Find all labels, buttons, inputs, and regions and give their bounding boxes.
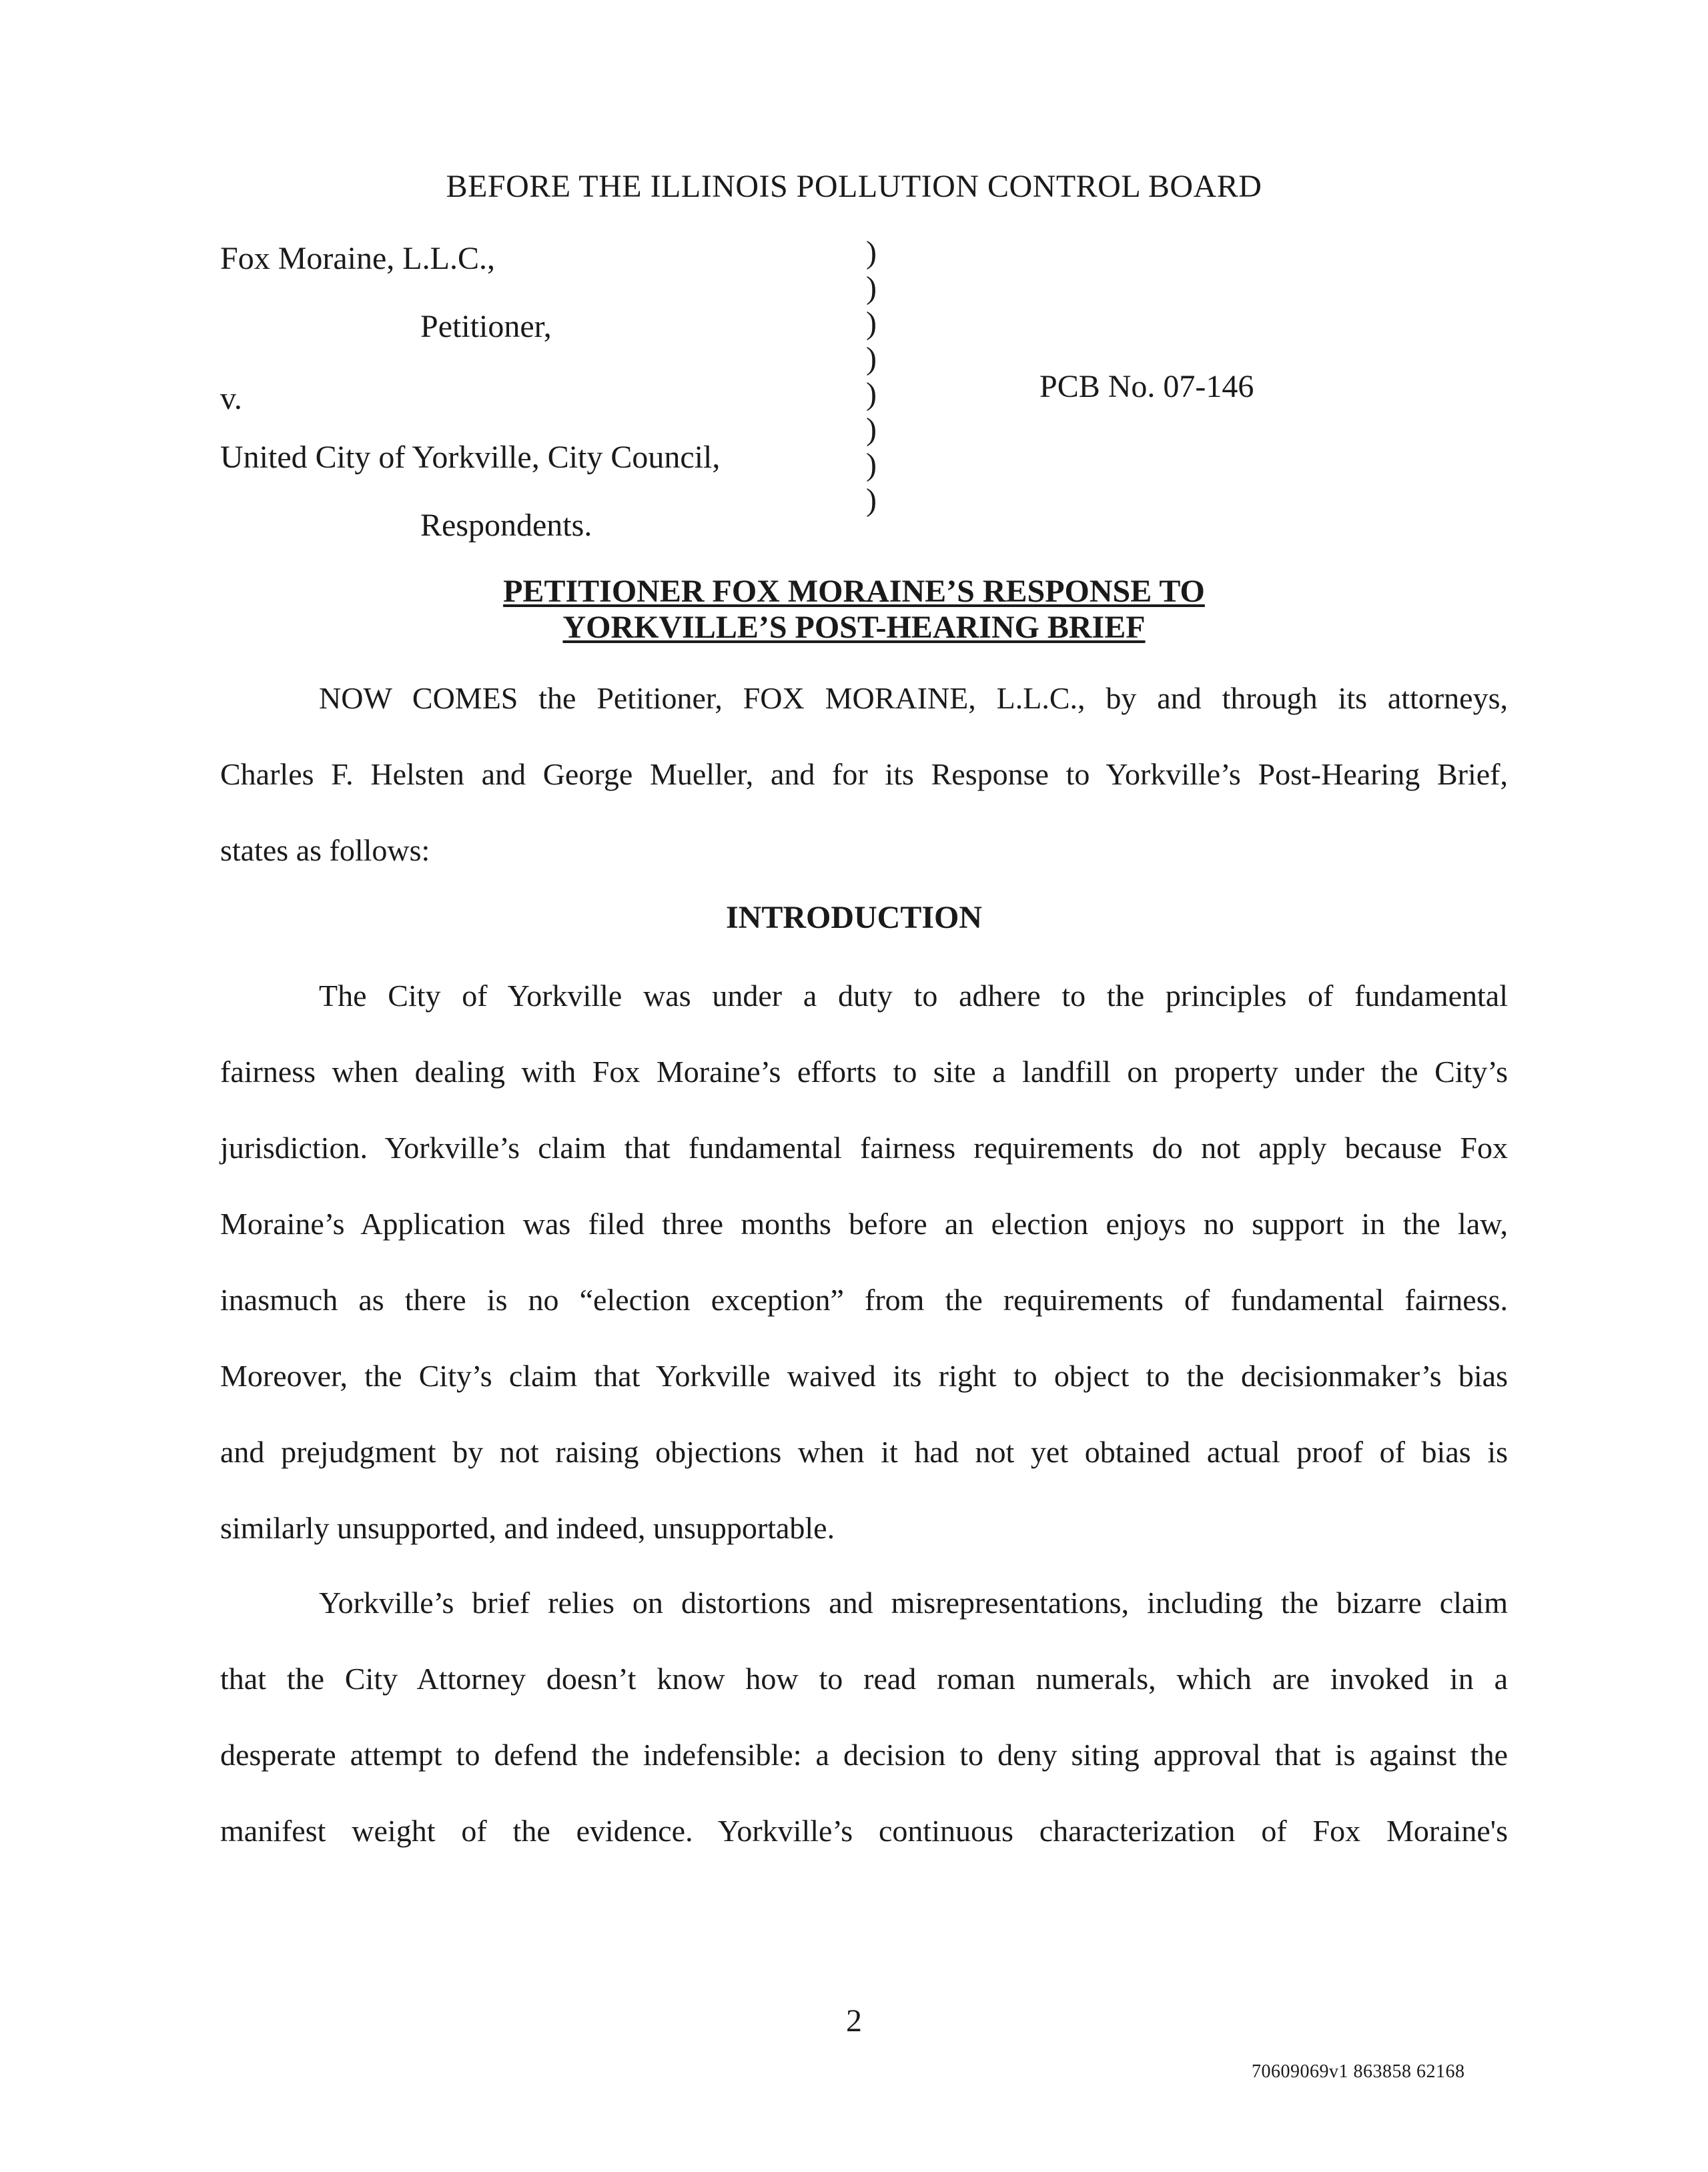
paragraph-line: Yorkville’s brief relies on distortions and misrepresentations, including the bizarre claim [319,1586,1508,1620]
caption-paren: ) [866,376,877,412]
caption-paren: ) [866,412,877,447]
caption-paren: ) [866,482,877,518]
page-number: 2 [846,2003,862,2039]
title-line-2: YORKVILLE’S POST-HEARING BRIEF [562,610,1146,645]
section-heading: INTRODUCTION [725,900,983,935]
petitioner-name: Fox Moraine, L.L.C., [220,241,495,276]
introduction-paragraph-1 [220,958,1508,1566]
opening-line: states as follows: [220,833,430,867]
paragraph-line: that the City Attorney doesn’t know how to read roman numerals, which are invoked in a [220,1662,1508,1696]
versus-label: v. [220,381,242,416]
paragraph-line: desperate attempt to defend the indefensible: a decision to deny siting approval that is against the [220,1738,1508,1772]
paragraph-line: The City of Yorkville was under a duty to adhere to the principles of fundamental [319,979,1508,1013]
petitioner-role: Petitioner, [420,309,552,344]
caption-paren: ) [866,447,877,482]
caption-paren: ) [866,235,877,270]
paragraph-line: jurisdiction. Yorkville’s claim that fundamental fairness requirements do not apply because Fox [220,1131,1508,1165]
title-line-1: PETITIONER FOX MORAINE’S RESPONSE TO [503,574,1205,609]
opening-paragraph [220,660,1508,889]
court-heading: BEFORE THE ILLINOIS POLLUTION CONTROL BOARD [446,169,1262,204]
paragraph-line: similarly unsupported, and indeed, unsupportable. [220,1511,835,1545]
paragraph-line: Moreover, the City’s claim that Yorkville waived its right to object to the decisionmaker’s bias [220,1359,1508,1393]
opening-line: Charles F. Helsten and George Mueller, and for its Response to Yorkville’s Post-Hearing Brief, [220,757,1508,791]
caption-paren: ) [866,306,877,341]
caption-paren-column [866,235,893,518]
opening-line: NOW COMES the Petitioner, FOX MORAINE, L.L.C., by and through its attorneys, [319,681,1508,715]
case-number: PCB No. 07-146 [1039,369,1254,404]
caption-paren: ) [866,270,877,306]
paragraph-line: and prejudgment by not raising objections when it had not yet obtained actual proof of bias is [220,1435,1508,1469]
document-id: 70609069v1 863858 62168 [1252,2061,1465,2082]
paragraph-line: inasmuch as there is no “election exception” from the requirements of fundamental fairness. [220,1283,1508,1317]
respondent-name: United City of Yorkville, City Council, [220,440,721,475]
paragraph-line: manifest weight of the evidence. Yorkville’s continuous characterization of Fox Moraine's [220,1814,1508,1848]
paragraph-line: Moraine’s Application was filed three months before an election enjoys no support in the law, [220,1207,1508,1241]
respondent-role: Respondents. [420,508,592,543]
document-title [0,574,1708,646]
introduction-paragraph-2 [220,1565,1508,1869]
paragraph-line: fairness when dealing with Fox Moraine’s efforts to site a landfill on property under the City’s [220,1055,1508,1089]
caption-paren: ) [866,341,877,376]
